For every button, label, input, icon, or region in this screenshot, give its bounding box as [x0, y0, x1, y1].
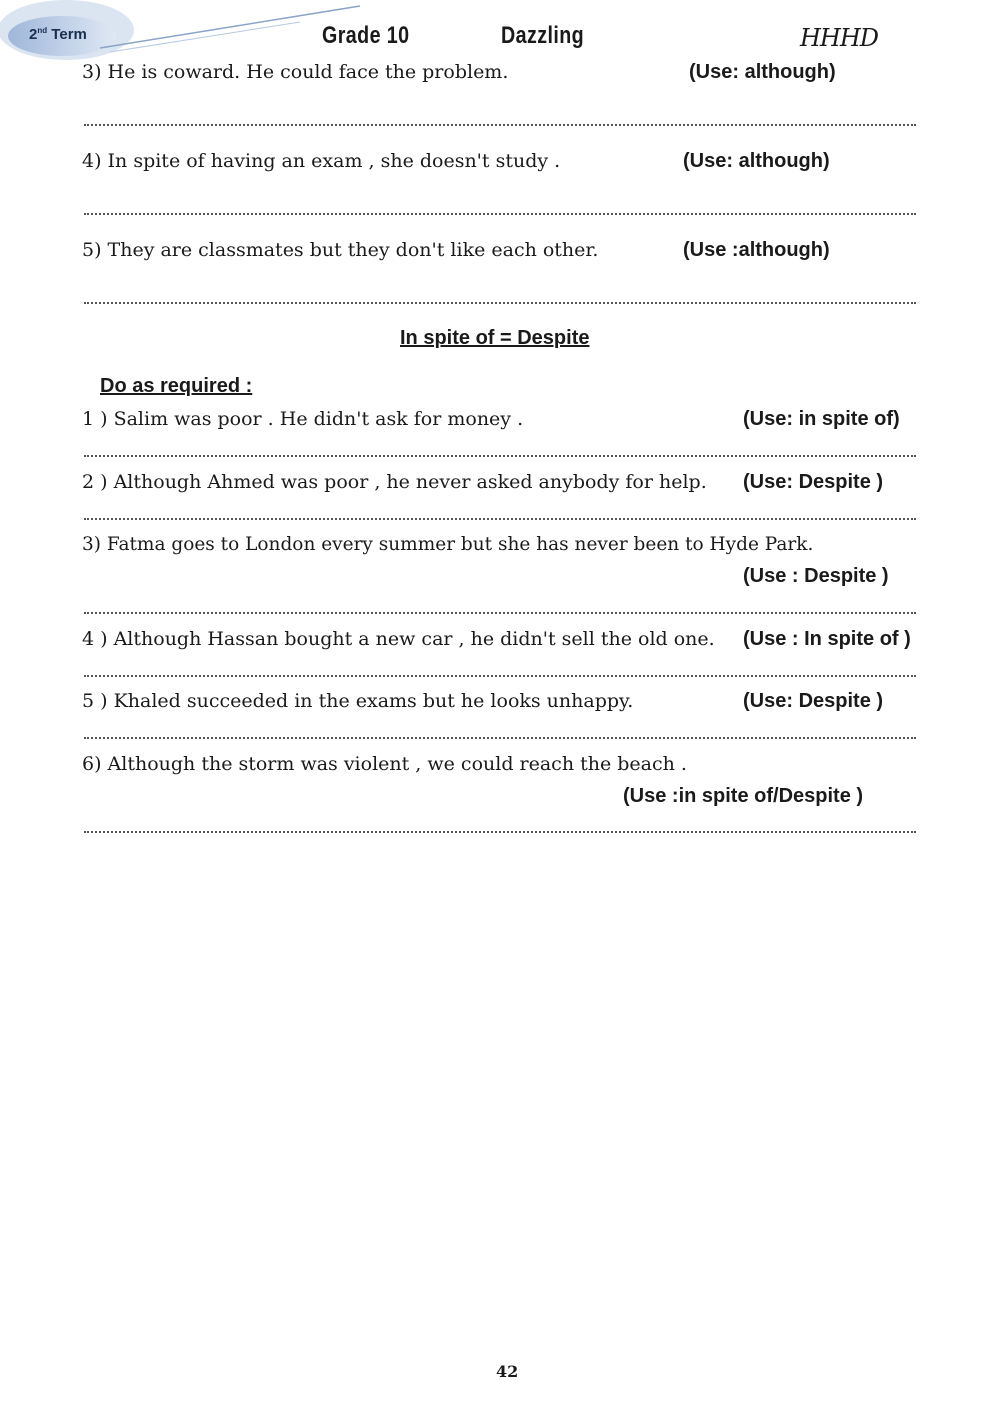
term-word: Term: [51, 26, 87, 43]
answer-line[interactable]: [84, 455, 916, 457]
exercise-sentence: 3) Fatma goes to London every summer but she has never been to Hyde Park.: [82, 534, 814, 555]
exercise-instruction: (Use :in spite of/Despite ): [623, 785, 864, 807]
exercise-instruction: (Use : Despite ): [743, 565, 889, 587]
exercise-sentence: 5 ) Khaled succeeded in the exams but he looks unhappy.: [82, 690, 634, 712]
answer-line[interactable]: [84, 612, 916, 614]
answer-line[interactable]: [84, 831, 916, 833]
exercise-sentence: 6) Although the storm was violent , we could reach the beach .: [82, 753, 687, 775]
answer-line[interactable]: [84, 302, 916, 304]
term-badge: [0, 0, 140, 62]
grade-title: Grade 10: [322, 22, 410, 49]
answer-line[interactable]: [84, 213, 916, 215]
exercise-instruction: (Use :although): [683, 239, 830, 261]
exercise-instruction: (Use: although): [683, 150, 830, 172]
exercise-sentence: 4) In spite of having an exam , she doesn't study .: [82, 150, 561, 172]
exercise-instruction: (Use: although): [689, 61, 836, 83]
exercise-sentence: 2 ) Although Ahmed was poor , he never asked anybody for help.: [82, 471, 707, 493]
exercise-instruction: (Use: in spite of): [743, 408, 900, 430]
answer-line[interactable]: [84, 124, 916, 126]
section-title: In spite of = Despite: [400, 327, 590, 349]
term-suffix: nd: [37, 26, 48, 35]
exercise-sentence: 1 ) Salim was poor . He didn't ask for money .: [82, 408, 524, 430]
book-title: Dazzling: [501, 22, 585, 49]
page-number: 42: [496, 1362, 519, 1381]
term-ordinal: 2: [29, 26, 38, 43]
exercise-sentence: 3) He is coward. He could face the problem.: [82, 61, 509, 83]
exercise-sentence: 4 ) Although Hassan bought a new car , he didn't sell the old one.: [82, 628, 715, 650]
exercise-instruction: (Use: Despite ): [743, 471, 884, 493]
answer-line[interactable]: [84, 737, 916, 739]
exercise-instruction: (Use: Despite ): [743, 690, 884, 712]
exercise-instruction: (Use : In spite of ): [743, 628, 911, 650]
answer-line[interactable]: [84, 675, 916, 677]
section-instruction: Do as required :: [100, 375, 253, 397]
answer-line[interactable]: [84, 518, 916, 520]
exercise-sentence: 5) They are classmates but they don't like each other.: [82, 239, 599, 261]
author-initials: HHHD: [800, 24, 879, 52]
